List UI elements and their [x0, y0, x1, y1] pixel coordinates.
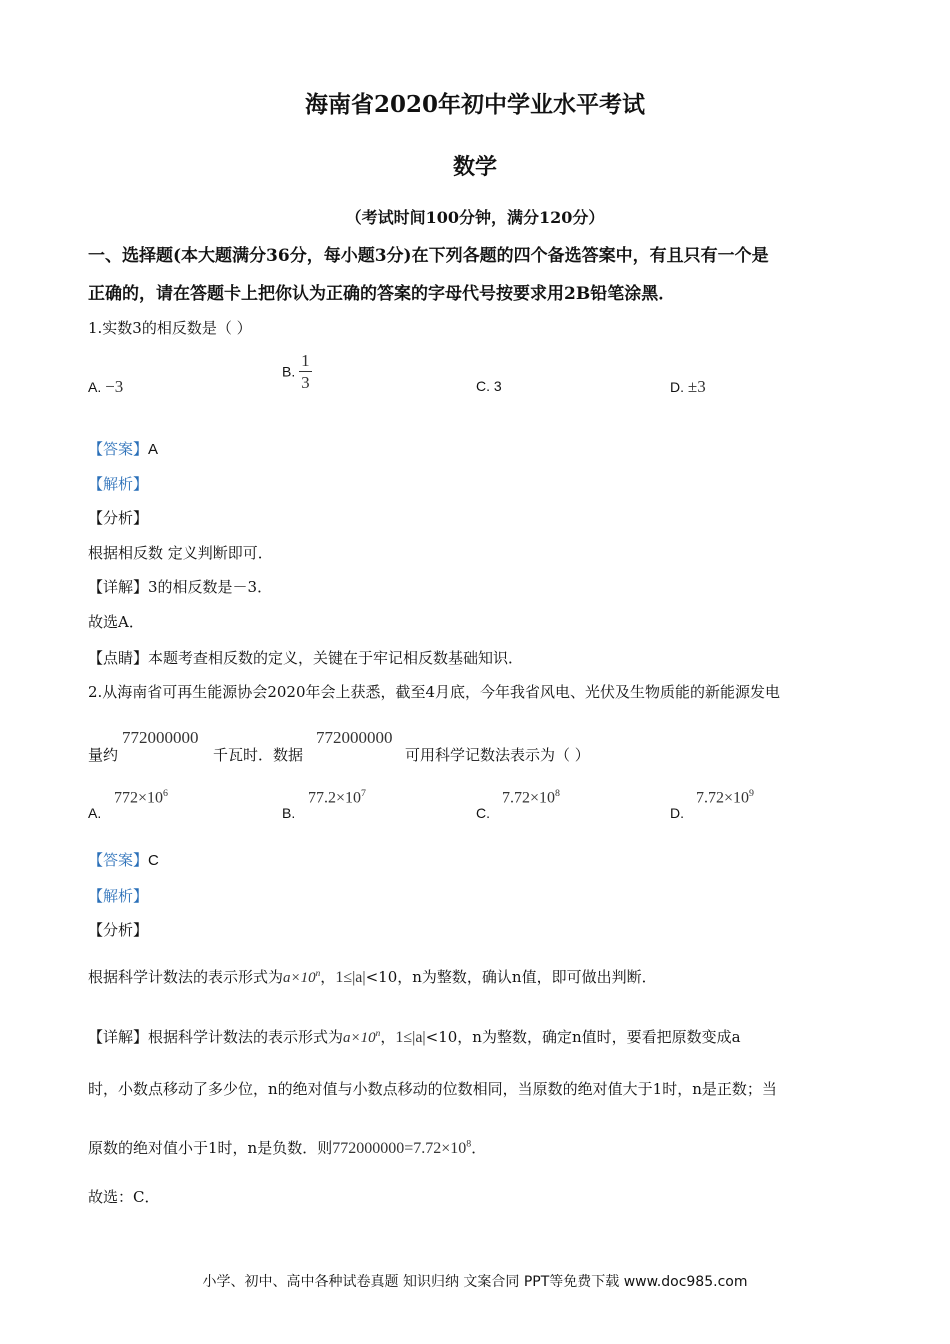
q1-dianjing: [88, 647, 523, 668]
q2-option-a-label: A.: [88, 805, 102, 821]
q1-option-b-label: B.: [282, 363, 296, 380]
q2-xiangjie-sci-form: [343, 1030, 380, 1046]
subject-title: 数学: [452, 154, 497, 180]
q2-option-a-exp: 6: [163, 788, 168, 799]
q2-fenxi-tag: 【分析】: [88, 921, 149, 939]
q2-option-c-math: [502, 788, 560, 807]
q1-guxuan: 故选A．: [88, 613, 144, 631]
q2-result-exp: 8: [466, 1138, 472, 1150]
q2-number-2: 772000000: [316, 728, 393, 747]
q1-jiexi-tag: 【解析】: [88, 475, 149, 493]
q2-option-b-label: B.: [282, 805, 296, 821]
q1-stem: 1.实数3的相反数是（ ）: [88, 319, 252, 337]
q2-stem-part-a: 量约: [88, 746, 119, 764]
q2-xiangjie-part-b: <10，n为整数，确定n值时，要看把原数变成a: [425, 1028, 741, 1046]
section-instruction-line2: 正确的，请在答题卡上把你认为正确的答案的字母代号按要求用2B铅笔涂黑．: [88, 284, 676, 304]
exam-info: （考试时间100分钟，满分120分）: [345, 208, 605, 227]
dianjing-tag: 【点睛】: [88, 649, 149, 667]
q2-stem-line1: 2.从海南省可再生能源协会2020年会上获悉，截至4月底，今年我省风电、光伏及生物质能的新能源发电: [88, 683, 781, 701]
q2-xiangjie-part-a: 根据科学计数法的表示形式为: [148, 1028, 344, 1046]
q2-xiangjie-ineq: 1≤|a|: [395, 1029, 426, 1046]
q2-jiexi-tag: 【解析】: [88, 887, 149, 905]
q2-option-a-math: [114, 788, 168, 807]
q2-option-d-math: [696, 788, 754, 807]
q1-xiangjie-text: 3的相反数是－3．: [148, 578, 273, 596]
q2-xiangjie-line3-text: 原数的绝对值小于1时，n是负数．则: [88, 1139, 333, 1157]
answer-tag: 【答案】: [88, 851, 149, 869]
xiangjie-tag: 【详解】: [88, 1028, 149, 1046]
q2-answer: [88, 849, 159, 870]
q1-dianjing-text: 本题考查相反数的定义，关键在于牢记相反数基础知识．: [148, 649, 524, 667]
xiangjie-tag: 【详解】: [88, 578, 149, 596]
q2-xiangjie-line1: [88, 1026, 741, 1047]
q1-option-b-denominator: 3: [301, 373, 310, 392]
q2-option-d-base: 7.72×10: [696, 789, 750, 807]
q1-fenxi-text: 根据相反数 定义判断即可．: [88, 544, 273, 562]
q2-answer-value: C: [148, 852, 159, 869]
q2-option-c-base: 7.72×10: [502, 789, 556, 807]
sci-form-base: a×10: [343, 1030, 376, 1046]
q1-option-d: [670, 377, 706, 397]
q2-option-b-math: [308, 788, 366, 807]
q1-option-b-numerator: 1: [301, 351, 310, 370]
q1-answer: [88, 438, 158, 459]
q2-option-c-label: C.: [476, 805, 490, 821]
q2-stem-part-b: 千瓦时．数据: [213, 746, 304, 764]
sci-form-exp: n: [375, 1029, 381, 1039]
fraction-bar: [299, 371, 312, 372]
q1-option-c: C. 3: [476, 378, 502, 394]
sci-form-base: a×10: [283, 970, 316, 986]
page-footer: 小学、初中、高中各种试卷真题 知识归纳 文案合同 PPT等免费下载 www.doc985.com: [202, 1274, 748, 1290]
page-title: 海南省2020年初中学业水平考试: [304, 91, 645, 118]
comma: ，: [380, 1028, 396, 1046]
q1-option-d-label: D.: [670, 379, 684, 395]
q2-option-c-exp: 8: [555, 788, 560, 799]
q2-xiangjie-line3: [88, 1137, 486, 1158]
q2-option-a-base: 772×10: [114, 789, 164, 807]
q1-option-b: [282, 352, 312, 391]
q2-stem-part-c: 可用科学记数法表示为（ ）: [405, 746, 590, 764]
period: ．: [471, 1139, 487, 1157]
q1-option-a-label: A.: [88, 379, 102, 395]
q2-fenxi-part-a: 根据科学计数法的表示形式为: [88, 968, 284, 986]
q2-number-1: 772000000: [122, 728, 199, 747]
q2-result: [332, 1140, 471, 1157]
comma: ，: [320, 968, 336, 986]
q1-fenxi-tag: 【分析】: [88, 509, 149, 527]
q2-fenxi-text: [88, 966, 657, 987]
q1-option-a-math: −3: [105, 377, 124, 396]
q1-xiangjie: [88, 576, 272, 597]
q2-fenxi-ineq: 1≤|a|: [335, 969, 366, 986]
q2-option-b-base: 77.2×10: [308, 789, 362, 807]
q2-result-base: 772000000=7.72×10: [332, 1140, 467, 1157]
q2-guxuan: 故选：C．: [88, 1188, 160, 1206]
q2-fenxi-sci-form: [283, 970, 320, 986]
q2-fenxi-part-b: <10，n为整数，确认n值，即可做出判断．: [365, 968, 657, 986]
q1-answer-value: A: [148, 441, 159, 458]
sci-form-exp: n: [315, 969, 321, 979]
section-instruction-line1: 一、选择题(本大题满分36分，每小题3分)在下列各题的四个备选答案中，有且只有一个是: [88, 246, 769, 266]
q2-option-b-exp: 7: [361, 788, 366, 799]
answer-tag: 【答案】: [88, 440, 149, 458]
q2-xiangjie-line2: 时，小数点移动了多少位，n的绝对值与小数点移动的位数相同，当原数的绝对值大于1时，n是正数；当: [88, 1080, 777, 1098]
q1-option-d-math: ±3: [687, 377, 706, 396]
q2-option-d-exp: 9: [749, 788, 754, 799]
q1-option-b-fraction: [299, 352, 312, 391]
q2-option-d-label: D.: [670, 805, 684, 821]
q1-option-a: [88, 377, 123, 397]
